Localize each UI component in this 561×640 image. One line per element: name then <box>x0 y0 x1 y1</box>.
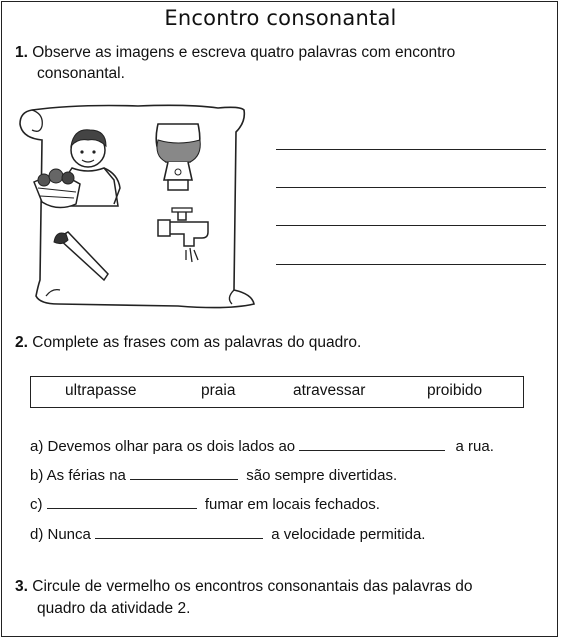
boy-with-basket-icon <box>34 130 120 208</box>
question-3 <box>15 576 473 598</box>
answer-line-4[interactable] <box>276 264 546 265</box>
question-1-text-line2: consonantal. <box>37 65 125 82</box>
sentence-b-blank[interactable] <box>130 465 238 480</box>
page-title: Encontro consonantal <box>164 6 397 30</box>
answer-line-3[interactable] <box>276 225 546 226</box>
sentence-a-suffix: a rua. <box>455 438 494 455</box>
sentence-a <box>30 436 494 455</box>
question-2 <box>15 332 361 354</box>
question-2-number: 2. <box>15 334 28 351</box>
word-ultrapasse: ultrapasse <box>65 382 137 399</box>
brush-icon <box>54 232 108 280</box>
water-filter-icon <box>156 124 200 190</box>
answer-line-1[interactable] <box>276 149 546 150</box>
sentence-a-blank[interactable] <box>299 436 445 451</box>
sentence-b-suffix: são sempre divertidas. <box>246 467 398 484</box>
sentence-a-prefix: a) Devemos olhar para os dois lados ao <box>30 438 296 455</box>
question-3-text-line1: Circule de vermelho os encontros consonantais das palavras do <box>32 578 473 595</box>
sentence-c <box>30 494 380 513</box>
sentence-c-prefix: c) <box>30 496 43 513</box>
sentence-c-blank[interactable] <box>47 494 197 509</box>
sentence-b <box>30 465 397 484</box>
sentence-d-suffix: a velocidade permitida. <box>271 526 426 543</box>
sentence-d-blank[interactable] <box>95 524 263 539</box>
word-praia: praia <box>201 382 236 399</box>
word-atravessar: atravessar <box>293 382 366 399</box>
sentence-d-prefix: d) Nunca <box>30 526 91 543</box>
sentence-b-prefix: b) As férias na <box>30 467 126 484</box>
question-3-number: 3. <box>15 578 28 595</box>
word-box <box>30 376 524 408</box>
question-1-text-line1: Observe as imagens e escreva quatro palavras com encontro <box>32 44 456 61</box>
question-1-number: 1. <box>15 44 28 61</box>
sentence-d <box>30 524 425 543</box>
picture-scroll <box>18 100 268 312</box>
answer-line-2[interactable] <box>276 187 546 188</box>
question-1 <box>15 42 455 64</box>
question-2-text: Complete as frases com as palavras do quadro. <box>32 334 362 351</box>
word-proibido: proibido <box>427 382 483 399</box>
question-3-text-line2: quadro da atividade 2. <box>37 600 191 617</box>
faucet-icon <box>158 208 208 262</box>
sentence-c-suffix: fumar em locais fechados. <box>204 496 380 513</box>
